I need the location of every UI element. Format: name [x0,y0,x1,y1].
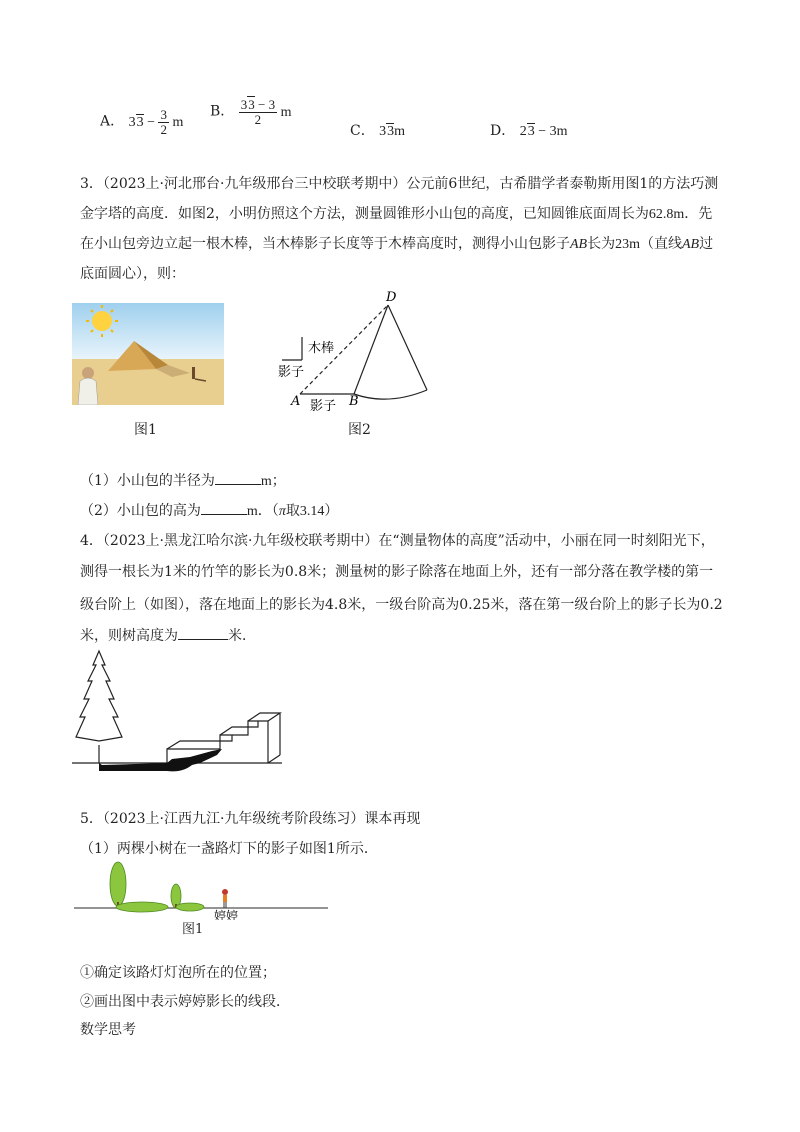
label-tingting: 婷婷 [214,909,239,920]
q3-sub1: （1）小山包的半径为 m； [80,473,286,489]
label-a: A [291,394,301,409]
tree-shadow [99,749,222,771]
label-cone-shadow: 影子 [310,399,337,414]
option-a-expr: 33 − $\frac{3}{2}$ m [128,107,184,137]
tree-crown [76,651,122,741]
cone-left-edge [354,305,388,394]
step-top-1 [167,735,232,749]
option-a-label: A． [100,113,125,130]
q5-item1: ①确定该路灯灯泡所在的位置； [80,965,276,981]
stick [192,367,195,379]
section-title-math-thinking: 数学思考 [80,1022,136,1038]
cone-base-arc [354,390,427,399]
sun-icon [92,311,112,331]
q4-line2: 测得一根长为1米的竹竿的影长为0.8米；测量树的影子除落在地面上外，还有一部分落在教学楼的第一 [80,564,714,580]
label-b: B [349,394,359,409]
q3-line3: 在小山包旁边立起一根木棒，当木棒影子长度等于木棒高度时，测得小山包影子AB长为23m（直线AB过 [80,236,714,252]
q4-line4: 米，则树高度为 米． [80,628,256,644]
q4-line3: 级台阶上（如图），落在地面上的影长为4.8米，一级台阶高为0.25米，落在第一级台阶上的影子长为0.2 [80,597,723,613]
figure-trees-caption: 图1 [182,922,204,937]
q5-line1: 5．（2023上·江西九江·九年级统考阶段练习）课本再现 [80,811,421,827]
figure-tree-steps [72,645,292,780]
option-a[interactable] [100,108,183,137]
option-b[interactable] [210,98,291,127]
figure-trees-lamp [72,858,332,920]
label-stick: 木棒 [308,341,335,356]
q3-sub2: （2）小山包的高为 m．（π取3.14） [80,503,339,519]
answer-blank-1[interactable] [215,484,261,485]
step-side-base [268,755,280,763]
tree-2-shadow [176,903,204,911]
figure-1-pyramid-scene [72,303,224,405]
label-d: D [386,290,397,305]
q4-line1: 4．（2023上·黑龙江哈尔滨·九年级校联考期中）在“测量物体的高度”活动中，小丽在同一时刻阳光下， [80,533,715,549]
option-d-expr: 23 − 3m [519,124,568,139]
q5-item2: ②画出图中表示婷婷影长的线段． [80,994,290,1010]
option-d[interactable] [490,120,567,140]
cone-right-edge [388,305,427,390]
option-d-label: D． [490,123,516,139]
figure-2-cone-diagram [270,290,440,420]
q3-line4: 底面圆心），则： [80,266,185,282]
option-b-expr: $\frac{33 - 3}{2}$ m [240,97,292,127]
option-c-label: C． [350,123,375,139]
q5-line2: （1）两棵小树在一盏路灯下的影子如图1所示． [80,841,378,857]
option-c[interactable] [350,120,405,140]
step-top-3 [248,713,280,721]
label-stick-shadow: 影子 [278,365,305,380]
option-b-label: B． [210,103,235,120]
option-c-expr: 33m [379,124,406,139]
step-top-2 [220,721,258,735]
person-tingting-icon [222,889,228,908]
answer-blank-2[interactable] [201,514,247,515]
answer-blank-3[interactable] [178,639,228,640]
q3-line2: 金字塔的高度．如图2，小明仿照这个方法，测量圆锥形小山包的高度，已知圆锥底面周长为62.8m．先 [80,206,713,222]
tree-1-shadow [116,902,168,912]
figure-2-caption: 图2 [348,422,371,438]
q3-line1: 3．（2023上·河北邢台·九年级邢台三中校联考期中）公元前6世纪，古希腊学者泰勒斯用图1的方法巧测 [80,176,719,192]
sky [72,303,224,359]
tree-1-crown [110,862,126,906]
figure-1-caption: 图1 [134,422,157,438]
